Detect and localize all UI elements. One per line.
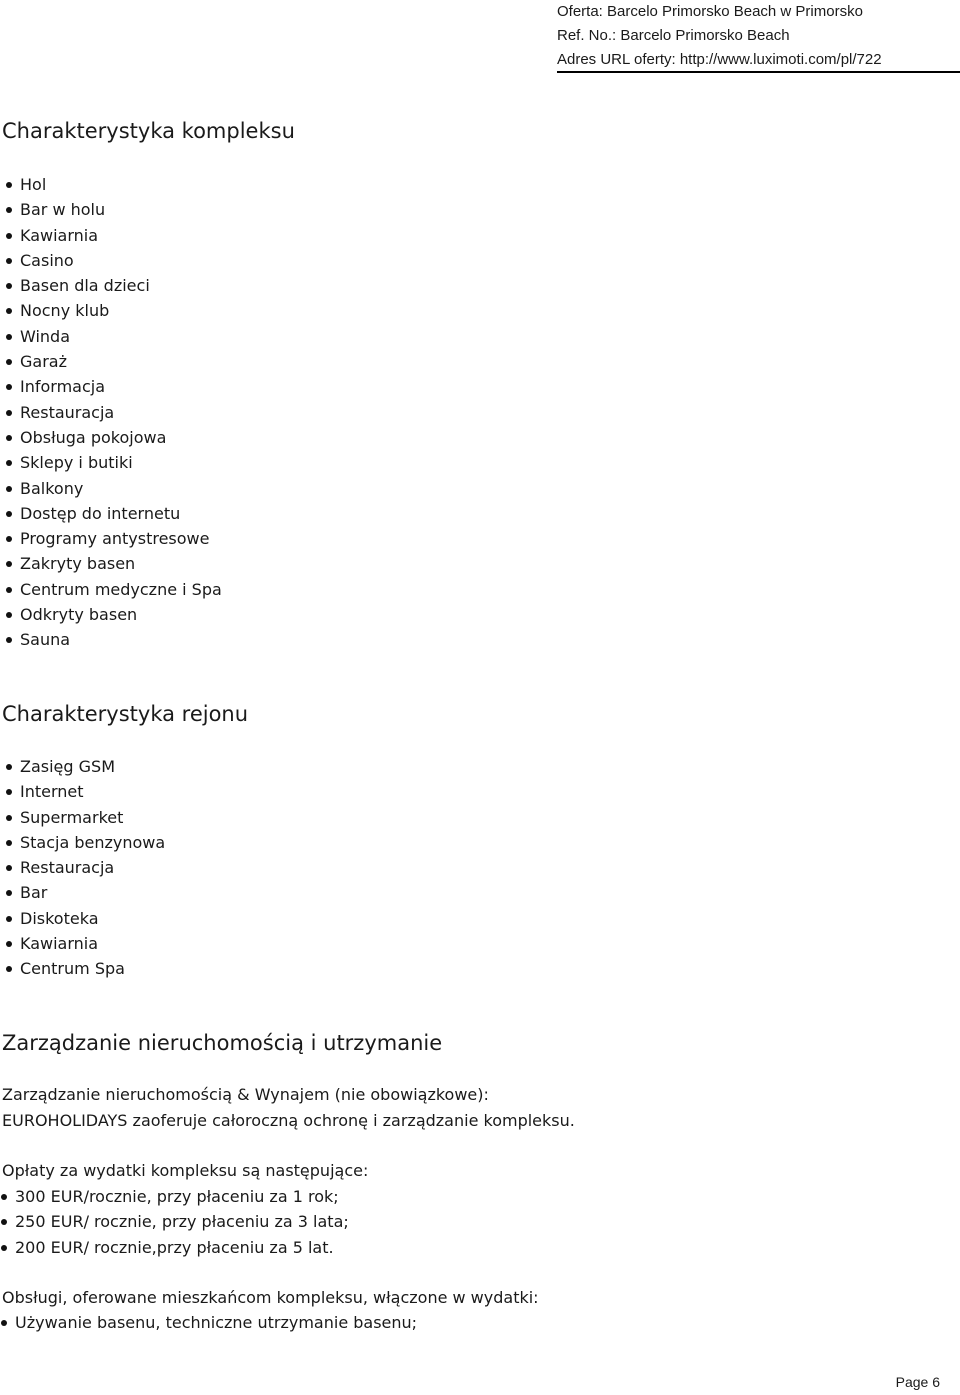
offer-title: Oferta: Barcelo Primorsko Beach w Primorsko bbox=[557, 3, 863, 20]
document-header bbox=[557, 0, 960, 72]
list-item: Stacja benzynowa bbox=[0, 830, 165, 855]
list-item: Centrum Spa bbox=[0, 956, 165, 981]
header-rule bbox=[557, 71, 960, 73]
page-number: Page 6 bbox=[895, 1374, 940, 1390]
list-item: Kawiarnia bbox=[0, 223, 222, 248]
fees-list bbox=[0, 1184, 349, 1260]
list-item: Programy antystresowe bbox=[0, 526, 222, 551]
services-list bbox=[0, 1310, 417, 1335]
management-rental-line: Zarządzanie nieruchomością & Wynajem (nie obowiązkowe): bbox=[2, 1085, 489, 1104]
list-item: Odkryty basen bbox=[0, 602, 222, 627]
list-item: Bar w holu bbox=[0, 197, 222, 222]
list-item: Sklepy i butiki bbox=[0, 450, 222, 475]
list-item: Restauracja bbox=[0, 855, 165, 880]
region-features-list bbox=[0, 754, 165, 982]
list-item: Nocny klub bbox=[0, 298, 222, 323]
list-item: Restauracja bbox=[0, 400, 222, 425]
list-item: Balkony bbox=[0, 476, 222, 501]
list-item: Zakryty basen bbox=[0, 551, 222, 576]
list-item: 250 EUR/ rocznie, przy płaceniu za 3 lata; bbox=[0, 1209, 349, 1234]
services-intro: Obsługi, oferowane mieszkańcom kompleksu, włączone w wydatki: bbox=[2, 1288, 539, 1307]
list-item: Zasięg GSM bbox=[0, 754, 165, 779]
complex-features-heading: Charakterystyka kompleksu bbox=[2, 119, 295, 143]
list-item: Internet bbox=[0, 779, 165, 804]
list-item: 300 EUR/rocznie, przy płaceniu za 1 rok; bbox=[0, 1184, 349, 1209]
list-item: Bar bbox=[0, 880, 165, 905]
management-offer-line: EUROHOLIDAYS zaoferuje całoroczną ochronę i zarządzanie kompleksu. bbox=[2, 1111, 575, 1130]
reference-number: Ref. No.: Barcelo Primorsko Beach bbox=[557, 27, 790, 44]
list-item: Hol bbox=[0, 172, 222, 197]
management-heading: Zarządzanie nieruchomością i utrzymanie bbox=[2, 1031, 443, 1055]
fees-intro: Opłaty za wydatki kompleksu są następujące: bbox=[2, 1161, 369, 1180]
region-features-heading: Charakterystyka rejonu bbox=[2, 702, 249, 726]
list-item: Centrum medyczne i Spa bbox=[0, 577, 222, 602]
list-item: Supermarket bbox=[0, 805, 165, 830]
offer-url[interactable]: Adres URL oferty: http://www.luximoti.com/pl/722 bbox=[557, 51, 882, 68]
list-item: Używanie basenu, techniczne utrzymanie basenu; bbox=[0, 1310, 417, 1335]
list-item: Obsługa pokojowa bbox=[0, 425, 222, 450]
list-item: Diskoteka bbox=[0, 906, 165, 931]
complex-features-list bbox=[0, 172, 222, 653]
list-item: Dostęp do internetu bbox=[0, 501, 222, 526]
list-item: 200 EUR/ rocznie,przy płaceniu za 5 lat. bbox=[0, 1235, 349, 1260]
list-item: Casino bbox=[0, 248, 222, 273]
list-item: Sauna bbox=[0, 627, 222, 652]
list-item: Winda bbox=[0, 324, 222, 349]
list-item: Informacja bbox=[0, 374, 222, 399]
list-item: Kawiarnia bbox=[0, 931, 165, 956]
list-item: Basen dla dzieci bbox=[0, 273, 222, 298]
list-item: Garaż bbox=[0, 349, 222, 374]
